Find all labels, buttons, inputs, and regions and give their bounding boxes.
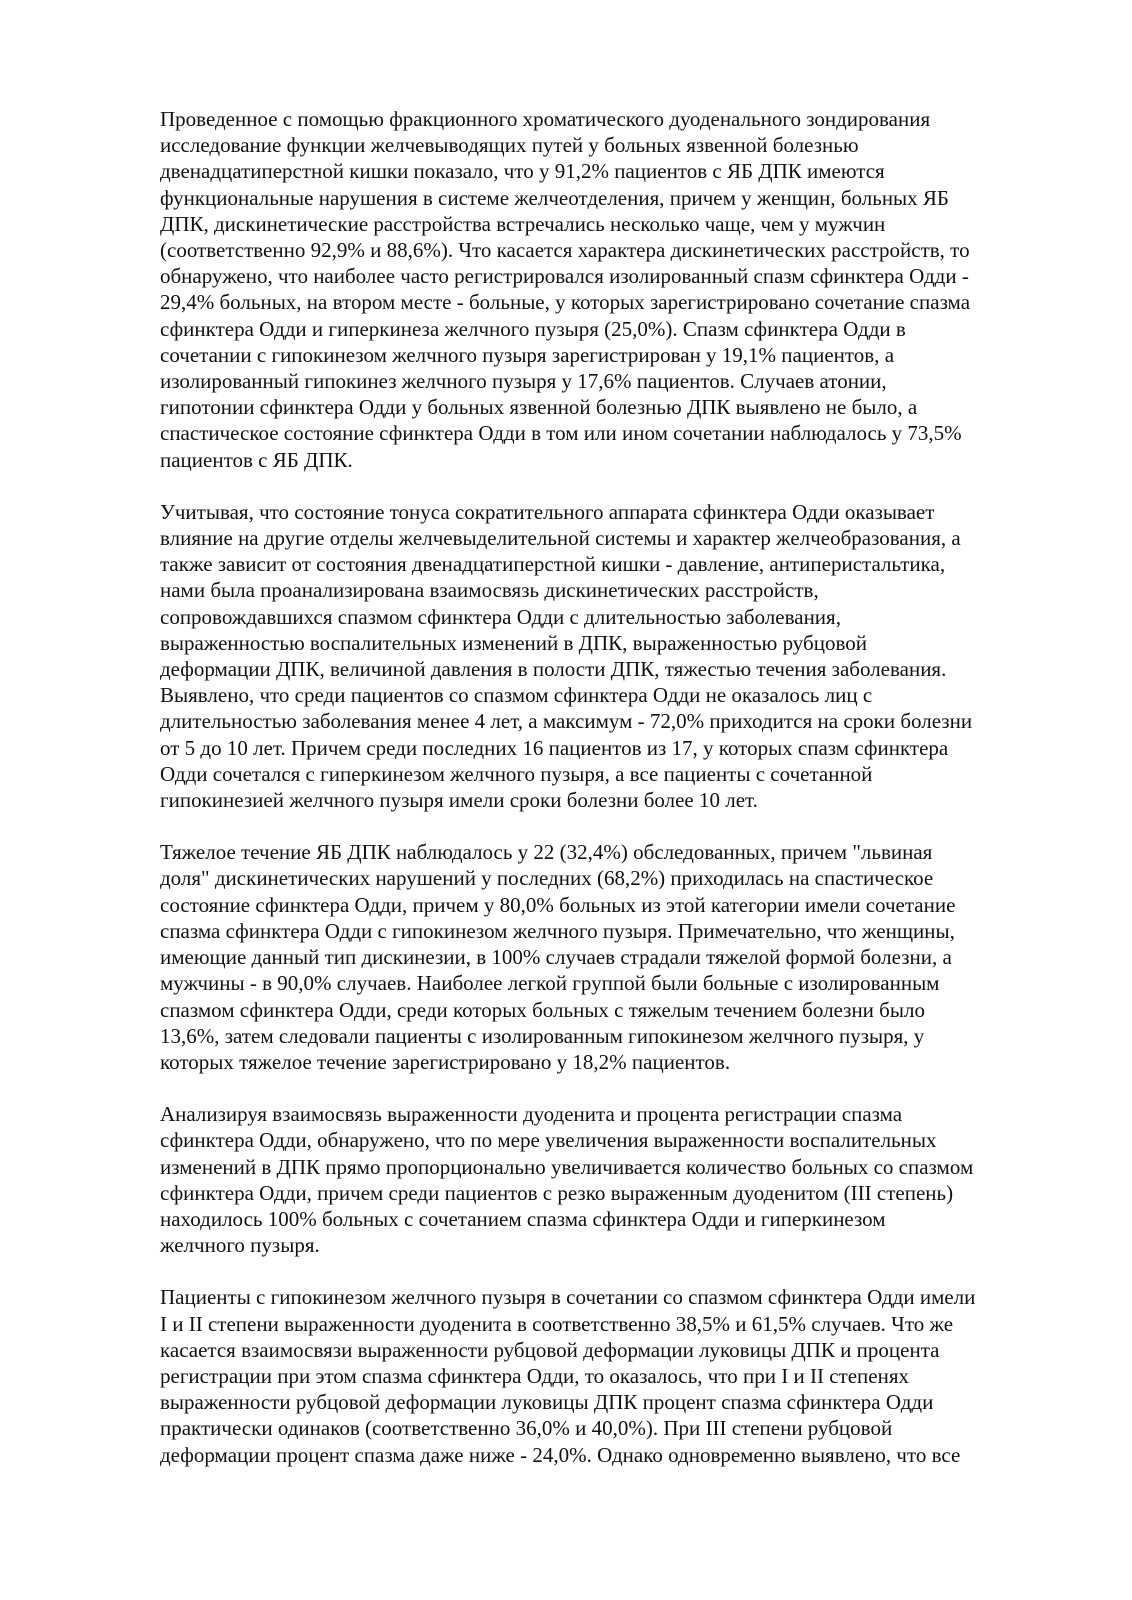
text-line: 13,6%, затем следовали пациенты с изолированным гипокинезом желчного пузыря, у bbox=[160, 1023, 925, 1048]
text-line: выраженностью воспалительных изменений в ДПК, выраженностью рубцовой bbox=[160, 630, 867, 655]
text-line: спазма сфинктера Одди с гипокинезом желчного пузыря. Примечательно, что женщины, bbox=[160, 918, 955, 943]
text-line: Учитывая, что состояние тонуса сократительного аппарата сфинктера Одди оказывает bbox=[160, 499, 935, 524]
text-line: гипокинезией желчного пузыря имели сроки болезни более 10 лет. bbox=[160, 788, 758, 813]
text-line: двенадцатиперстной кишки показало, что у 91,2% пациентов с ЯБ ДПК имеются bbox=[160, 159, 885, 184]
text-line: гипотонии сфинктера Одди у больных язвенной болезнью ДПК выявлено не было, а bbox=[160, 395, 918, 420]
text-line: (соответственно 92,9% и 88,6%). Что касается характера дискинетических расстройств, то bbox=[160, 238, 970, 263]
text-line: обнаружено, что наиболее часто регистрировался изолированный спазм сфинктера Одди - bbox=[160, 264, 969, 289]
text-line: состояние сфинктера Одди, причем у 80,0% больных из этой категории имели сочетание bbox=[160, 892, 956, 917]
text-line: Пациенты с гипокинезом желчного пузыря в сочетании со спазмом сфинктера Одди имели bbox=[160, 1285, 976, 1310]
paragraph-4 bbox=[160, 1101, 1040, 1258]
text-line: сопровождавшихся спазмом сфинктера Одди с длительностью заболевания, bbox=[160, 604, 841, 629]
text-line: доля" дискинетических нарушений у последних (68,2%) приходилась на спастическое bbox=[160, 866, 934, 891]
text-line: касается взаимосвязи выраженности рубцовой деформации луковицы ДПК и процента bbox=[160, 1337, 940, 1362]
text-line: от 5 до 10 лет. Причем среди последних 16 пациентов из 17, у которых спазм сфинктера bbox=[160, 735, 949, 760]
text-line: сфинктера Одди, обнаружено, что по мере увеличения выраженности воспалительных bbox=[160, 1128, 937, 1153]
text-line: регистрации при этом спазма сфинктера Одди, то оказалось, что при I и II степенях bbox=[160, 1363, 909, 1388]
text-line: исследование функции желчевыводящих путей у больных язвенной болезнью bbox=[160, 133, 859, 158]
text-line: изолированный гипокинез желчного пузыря у 17,6% пациентов. Случаев атонии, bbox=[160, 369, 887, 394]
paragraph-3 bbox=[160, 839, 1040, 1075]
text-line: сфинктера Одди, причем среди пациентов с резко выраженным дуоденитом (III степень) bbox=[160, 1180, 954, 1205]
text-line: влияние на другие отделы желчевыделительной системы и характер желчеобразования, а bbox=[160, 526, 961, 551]
paragraph-1 bbox=[160, 106, 1040, 473]
paragraph-5 bbox=[160, 1284, 1040, 1467]
text-line: сфинктера Одди и гиперкинеза желчного пузыря (25,0%). Спазм сфинктера Одди в bbox=[160, 316, 906, 341]
text-line: практически одинаков (соответственно 36,0% и 40,0%). При III степени рубцовой bbox=[160, 1416, 893, 1441]
text-line: желчного пузыря. bbox=[160, 1233, 320, 1258]
text-line: которых тяжелое течение зарегистрировано у 18,2% пациентов. bbox=[160, 1049, 731, 1074]
text-line: выраженности рубцовой деформации луковицы ДПК процент спазма сфинктера Одди bbox=[160, 1390, 934, 1415]
text-line: также зависит от состояния двенадцатиперстной кишки - давление, антиперистальтика, bbox=[160, 552, 946, 577]
text-line: I и II степени выраженности дуоденита в соответственно 38,5% и 61,5% случаев. Что же bbox=[160, 1311, 954, 1336]
text-line: Одди сочетался с гиперкинезом желчного пузыря, а все пациенты с сочетанной bbox=[160, 761, 873, 786]
text-line: мужчины - в 90,0% случаев. Наиболее легкой группой были больные с изолированным bbox=[160, 971, 940, 996]
text-line: спастическое состояние сфинктера Одди в том или ином сочетании наблюдалось у 73,5% bbox=[160, 421, 962, 446]
document-page bbox=[160, 106, 1040, 1494]
text-line: деформации ДПК, величиной давления в полости ДПК, тяжестью течения заболевания. bbox=[160, 657, 947, 682]
text-line: Выявлено, что среди пациентов со спазмом сфинктера Одди не оказалось лиц с bbox=[160, 683, 873, 708]
text-line: Проведенное с помощью фракционного хроматического дуоденального зондирования bbox=[160, 107, 931, 131]
text-line: Тяжелое течение ЯБ ДПК наблюдалось у 22 (32,4%) обследованных, причем "львиная bbox=[160, 840, 933, 865]
text-line: длительностью заболевания менее 4 лет, а максимум - 72,0% приходится на сроки болезни bbox=[160, 709, 973, 734]
text-line: ДПК, дискинетические расстройства встречались несколько чаще, чем у мужчин bbox=[160, 211, 886, 236]
text-line: изменений в ДПК прямо пропорционально увеличивается количество больных со спазмом bbox=[160, 1154, 974, 1179]
text-line: находилось 100% больных с сочетанием спазма сфинктера Одди и гиперкинезом bbox=[160, 1206, 886, 1231]
text-line: Анализируя взаимосвязь выраженности дуоденита и процента регистрации спазма bbox=[160, 1102, 903, 1127]
text-line: пациентов с ЯБ ДПК. bbox=[160, 447, 353, 472]
text-line: деформации процент спазма даже ниже - 24,0%. Однако одновременно выявлено, что все bbox=[160, 1442, 961, 1467]
text-line: 29,4% больных, на втором месте - больные, у которых зарегистрировано сочетание спазма bbox=[160, 290, 971, 315]
text-line: имеющие данный тип дискинезии, в 100% случаев страдали тяжелой формой болезни, а bbox=[160, 945, 952, 970]
paragraph-2 bbox=[160, 499, 1040, 813]
text-line: сочетании с гипокинезом желчного пузыря зарегистрирован у 19,1% пациентов, а bbox=[160, 342, 895, 367]
text-line: спазмом сфинктера Одди, среди которых больных с тяжелым течением болезни было bbox=[160, 997, 925, 1022]
text-line: нами была проанализирована взаимосвязь дискинетических расстройств, bbox=[160, 578, 819, 603]
text-line: функциональные нарушения в системе желчеотделения, причем у женщин, больных ЯБ bbox=[160, 185, 949, 210]
